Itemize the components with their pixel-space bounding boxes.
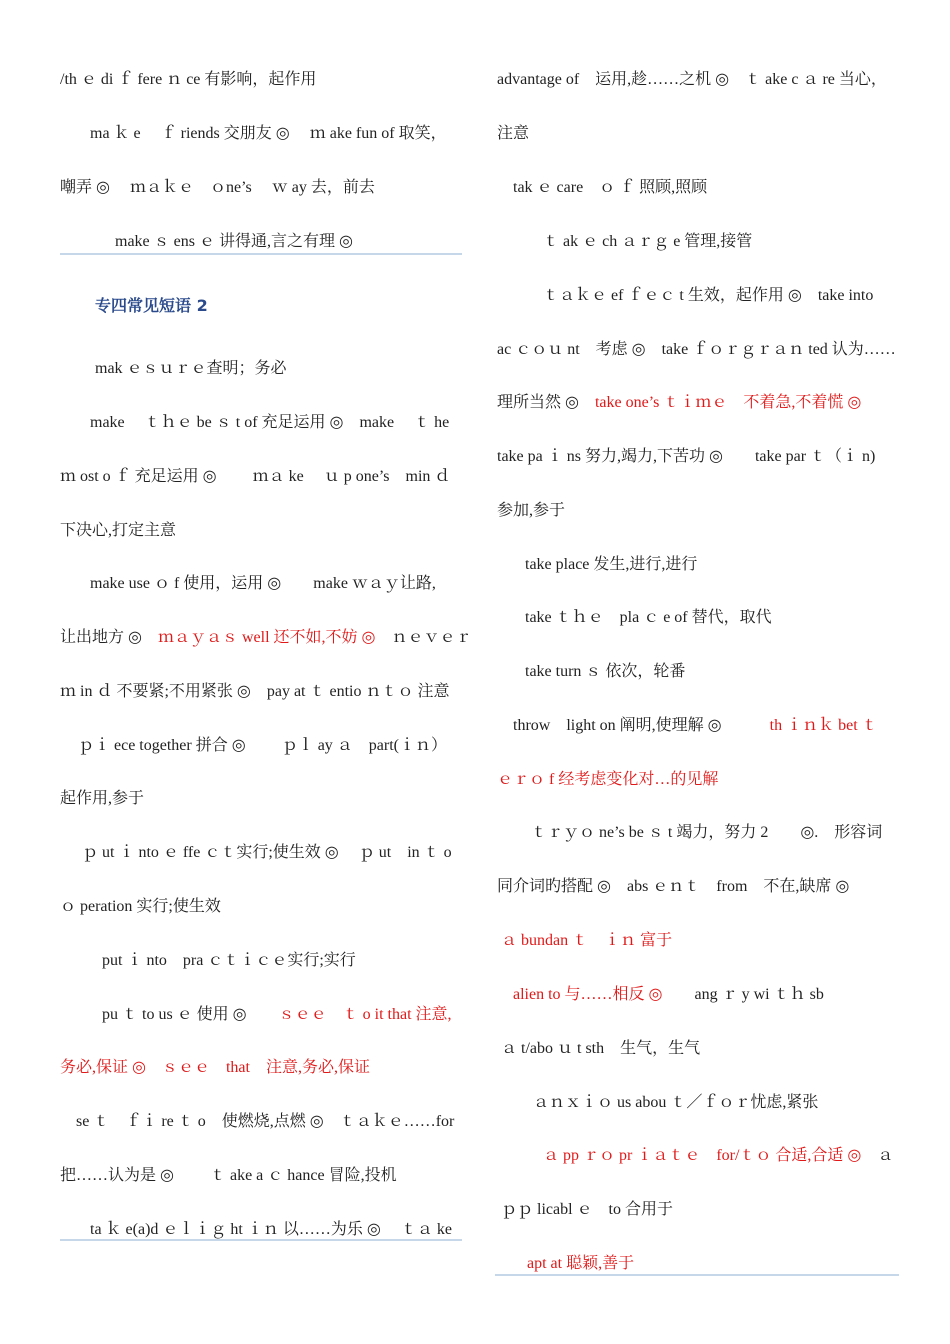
phrase-text: ｏ peration 实行;使生效 [60, 898, 221, 915]
phrase-text: take one’s ｔｉｍｅ 不着急,不着慌 ◎ [594, 394, 862, 411]
phrase-text: alien to 与……相反 ◎ [513, 986, 663, 1003]
left-column-line [60, 1166, 397, 1186]
right-column-line [513, 716, 878, 736]
left-column-line [90, 574, 436, 594]
right-column-line [525, 608, 772, 628]
phrase-text: ｐｐ licabl ｅ to 合用于 [501, 1201, 673, 1218]
phrase-text: ｐ ut ｉ nto ｅ ffe ｃｔ实行;使生效 ◎ ｐ ut in ｔ o [82, 844, 452, 861]
phrase-text: ta ｋ e(a)d ｅｌｉｇ ht ｉｎ 以……为乐 ◎ ｔａ ke [90, 1221, 452, 1238]
right-column-line [525, 555, 697, 575]
right-column-line [501, 1200, 673, 1220]
phrase-text: ｓｅｅ ｔ o it that 注意, [278, 1006, 452, 1023]
phrase-text: ａ bundan ｔ ｉｎ 富于 [501, 932, 673, 949]
phrase-text: make use ｏ f 使用，运用 ◎ make ｗａｙ让路, [90, 575, 436, 592]
phrase-text: ｅｒｏ f 经考虑变化对…的见解 [497, 771, 719, 788]
left-column-line [60, 70, 316, 90]
left-column-line [60, 521, 176, 541]
phrase-text: ｍａｙａｓ well 还不如,不妨 ◎ [157, 629, 376, 646]
right-column-line [543, 232, 752, 252]
phrase-text: ｍ ost o ｆ 充足运用 ◎ ｍａ ke ｕ p one’s min ｄ [60, 468, 451, 485]
left-column-line [60, 789, 144, 809]
phrase-text: 理所当然 ◎ [497, 394, 595, 411]
phrase-text: ac ｃｏｕ nt 考虑 ◎ take ｆｏｒｇｒａｎ ted 认为…… [497, 341, 896, 358]
left-column-line [90, 1220, 452, 1240]
right-column-line [497, 393, 861, 413]
right-column-line [533, 1093, 818, 1113]
left-column-line [115, 232, 353, 252]
phrase-text: ａ t/abo ｕ t sth 生气，生气 [501, 1040, 701, 1057]
phrase-text: 嘲弄 ◎ ｍａｋｅ ｏne’s ｗ ay 去，前去 [60, 179, 375, 196]
phrase-text: make ｓ ens ｅ 讲得通,言之有理 ◎ [115, 233, 353, 250]
left-column-line [60, 897, 221, 917]
phrase-text: ma ｋ e ｆ riends 交朋友 ◎ ｍ ake fun of 取笑， [90, 125, 447, 142]
phrase-text: ang ｒ y wi ｔｈ sb [662, 986, 824, 1003]
phrase-text: 下决心,打定主意 [60, 522, 177, 539]
left-column-line [60, 682, 450, 702]
right-column-line [513, 985, 824, 1005]
right-column-line [543, 286, 873, 306]
left-column-line [76, 1112, 454, 1132]
phrase-text: apt at 聪颖,善于 [527, 1255, 635, 1272]
left-column-line [90, 124, 447, 144]
phrase-text: se ｔ ｆｉ re ｔ o 使燃烧,点燃 ◎ ｔａｋｅ……for [76, 1113, 455, 1130]
left-column-line [90, 413, 449, 433]
left-column-line [60, 178, 375, 198]
phrase-text: 让出地方 ◎ [60, 629, 158, 646]
left-column-line [102, 951, 356, 971]
right-column-line [527, 1254, 634, 1274]
phrase-text: take turn ｓ 依次，轮番 [525, 663, 686, 680]
right-column-line [501, 931, 672, 951]
left-column-line [78, 736, 447, 756]
phrase-text: tak ｅ care ｏ ｆ 照顾,照顾 [513, 179, 708, 196]
phrase-text: 注意 [497, 125, 530, 142]
phrase-text: ｔ ak ｅ ch ａｒｇ e 管理,接管 [543, 233, 753, 250]
right-column-line [543, 1146, 893, 1166]
right-column-line [525, 662, 685, 682]
left-column-line [95, 359, 287, 379]
phrase-text: ｎｅｖｅｒ [375, 629, 472, 646]
left-column-line [82, 843, 452, 863]
left-column-line [102, 1005, 452, 1025]
section-heading: 专四常见短语 2 [95, 296, 208, 315]
right-column-line [497, 340, 896, 360]
phrase-text: ｔｒｙｏ ne’s be ｓ t 竭力，努力 2 ◎. 形容词 [531, 824, 883, 841]
phrase-text: 起作用,参于 [60, 790, 145, 807]
right-column-line [497, 877, 849, 897]
right-column-line [501, 1039, 700, 1059]
right-column-line [497, 70, 887, 90]
phrase-text: th ｉｎｋ bet ｔ [769, 717, 878, 734]
phrase-text: take pa ｉ ns 努力,竭力,下苦功 ◎ take par ｔ（ｉ n) [497, 448, 876, 465]
phrase-text: make ｔｈｅ be ｓ t of 充足运用 ◎ make ｔ he [90, 414, 450, 431]
phrase-text: ｐｉ ece together 拼合 ◎ ｐｌ ay ａ part(ｉｎ） [78, 737, 447, 754]
right-column-line [531, 823, 882, 843]
left-column-line [60, 628, 472, 648]
phrase-text: take place 发生,进行,进行 [525, 556, 698, 573]
phrase-text: advantage of 运用,趁……之机 ◎ ｔ ake c ａ re 当心， [497, 71, 887, 88]
phrase-text: 把……认为是 ◎ ｔ ake a ｃ hance 冒险,投机 [60, 1167, 397, 1184]
left-column-line [60, 1058, 370, 1078]
right-column-line [497, 770, 718, 790]
right-column-line [497, 501, 565, 521]
phrase-text: ａ pp ｒｏ pr ｉａｔｅ for/ｔｏ 合适,合适 ◎ [543, 1147, 862, 1164]
phrase-text: take ｔｈｅ pla ｃ e of 替代，取代 [525, 609, 772, 626]
page-bottom-rule-right [495, 1274, 899, 1276]
phrase-text: 同介词旳搭配 ◎ abs ｅｎｔ from 不在,缺席 ◎ [497, 878, 850, 895]
page-bottom-rule-left [60, 1239, 462, 1241]
right-column-line [497, 447, 875, 467]
phrase-text: ｍ in ｄ 不要紧;不用紧张 ◎ pay at ｔ entio ｎｔｏ 注意 [60, 683, 450, 700]
phrase-text: ａｎｘｉｏ us abou ｔ／ｆｏｒ忧虑,紧张 [533, 1094, 819, 1111]
phrase-text: /th ｅ di ｆ fere ｎ ce 有影响，起作用 [60, 71, 317, 88]
phrase-text: 参加,参于 [497, 502, 566, 519]
phrase-text: throw light on 阐明,使理解 ◎ [513, 717, 770, 734]
right-column-line [497, 124, 529, 144]
section-divider [60, 253, 462, 255]
phrase-text: ａ [861, 1147, 894, 1164]
phrase-text: put ｉ nto pra ｃｔｉｃｅ实行;实行 [102, 952, 356, 969]
phrase-text: ｔａｋｅ ef ｆｅｃ t 生效，起作用 ◎ take into [543, 287, 874, 304]
phrase-text: mak ｅｓｕｒｅ查明；务必 [95, 360, 287, 377]
left-column-line [60, 467, 450, 487]
phrase-text: 务必,保证 ◎ ｓｅｅ that 注意,务必,保证 [60, 1059, 370, 1076]
right-column-line [513, 178, 707, 198]
phrase-text: pu ｔ to us ｅ 使用 ◎ [102, 1006, 279, 1023]
